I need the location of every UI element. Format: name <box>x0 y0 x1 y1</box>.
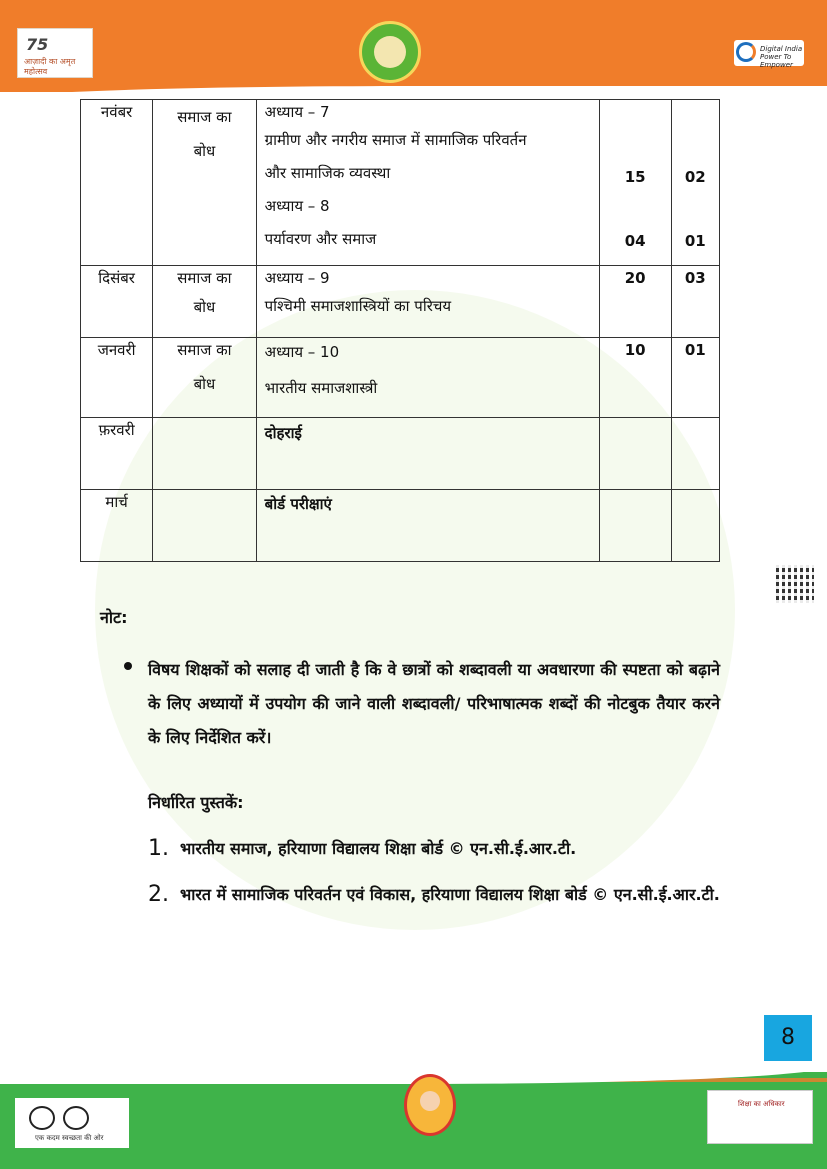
periods-cell: 15 04 <box>599 100 671 266</box>
swachh-bharat-logo <box>15 1098 129 1148</box>
periods-cell <box>599 490 671 562</box>
book-number: 1. <box>148 836 169 861</box>
board-emblem-logo <box>359 21 421 83</box>
tests-cell: 02 01 <box>671 100 719 266</box>
note-text: विषय शिक्षकों को सलाह दी जाती है कि वे छात्रों को शब्दावली या अवधारणा की स्पष्टता को बढ़ाने के लिए अध्यायों में उपयोग की जाने वाली शब्दावली/ परिभाषात्मक शब्दों की नोटबुक तैयार करने के लिए निर्देशित करें। <box>148 660 720 747</box>
logo-number: 75 <box>26 35 49 54</box>
syllabus-table <box>80 99 720 562</box>
content-cell: दोहराई <box>256 418 599 490</box>
girl-face-icon <box>420 1091 440 1111</box>
note-label: नोट: <box>100 608 128 627</box>
table-row <box>81 418 720 490</box>
bullet-icon <box>124 662 132 670</box>
month-cell: मार्च <box>81 490 153 562</box>
content-cell: अध्याय – 9 पश्चिमी समाजशास्त्रियों का परिचय <box>256 266 599 338</box>
month-cell: नवंबर <box>81 100 153 266</box>
logo-text: आज़ादी का अमृत महोत्सव <box>24 57 76 76</box>
periods-cell: 20 <box>599 266 671 338</box>
table-row <box>81 266 720 338</box>
content-cell: बोर्ड परीक्षाएं <box>256 490 599 562</box>
books-title: निर्धारित पुस्तकें: <box>148 793 244 812</box>
book-text: भारत में सामाजिक परिवर्तन एवं विकास, हरियाणा विद्यालय शिक्षा बोर्ड © एन.सी.ई.आर.टी. <box>180 885 720 904</box>
page-number: 8 <box>764 1015 812 1061</box>
subject-cell: समाज का बोध <box>153 338 256 418</box>
emblem-torch-icon <box>374 36 406 68</box>
month-cell: दिसंबर <box>81 266 153 338</box>
swachh-text: एक कदम स्वच्छता की ओर <box>35 1134 104 1142</box>
digital-india-logo <box>734 40 804 69</box>
month-cell: फ़रवरी <box>81 418 153 490</box>
subject-cell: समाज का बोध <box>153 266 256 338</box>
periods-cell: 10 <box>599 338 671 418</box>
periods-cell <box>599 418 671 490</box>
table-row <box>81 338 720 418</box>
tests-cell: 01 <box>671 338 719 418</box>
subject-cell <box>153 490 256 562</box>
glasses-left-icon <box>29 1106 55 1130</box>
digital-india-icon <box>736 42 756 62</box>
table-row <box>81 100 720 266</box>
content-cell: अध्याय – 7 ग्रामीण और नगरीय समाज में सामाजिक परिवर्तन और सामाजिक व्यवस्था अध्याय – 8 पर्यावरण और समाज <box>256 100 599 266</box>
subject-cell: समाज का बोध <box>153 100 256 266</box>
digital-india-text: Digital India Power To Empower <box>760 45 803 69</box>
qr-code-icon <box>776 565 814 603</box>
book-number: 2. <box>148 882 169 907</box>
rte-text: शिक्षा का अधिकार <box>738 1100 785 1108</box>
content-cell: अध्याय – 10 भारतीय समाजशास्त्री <box>256 338 599 418</box>
subject-cell <box>153 418 256 490</box>
tests-cell <box>671 490 719 562</box>
tests-cell: 03 <box>671 266 719 338</box>
right-to-education-logo <box>707 1090 813 1144</box>
azadi-amrit-mahotsav-logo <box>17 28 93 78</box>
month-cell: जनवरी <box>81 338 153 418</box>
beti-bachao-logo <box>404 1074 456 1136</box>
glasses-right-icon <box>63 1106 89 1130</box>
tests-cell <box>671 418 719 490</box>
table-row <box>81 490 720 562</box>
book-text: भारतीय समाज, हरियाणा विद्यालय शिक्षा बोर्ड © एन.सी.ई.आर.टी. <box>180 839 577 858</box>
